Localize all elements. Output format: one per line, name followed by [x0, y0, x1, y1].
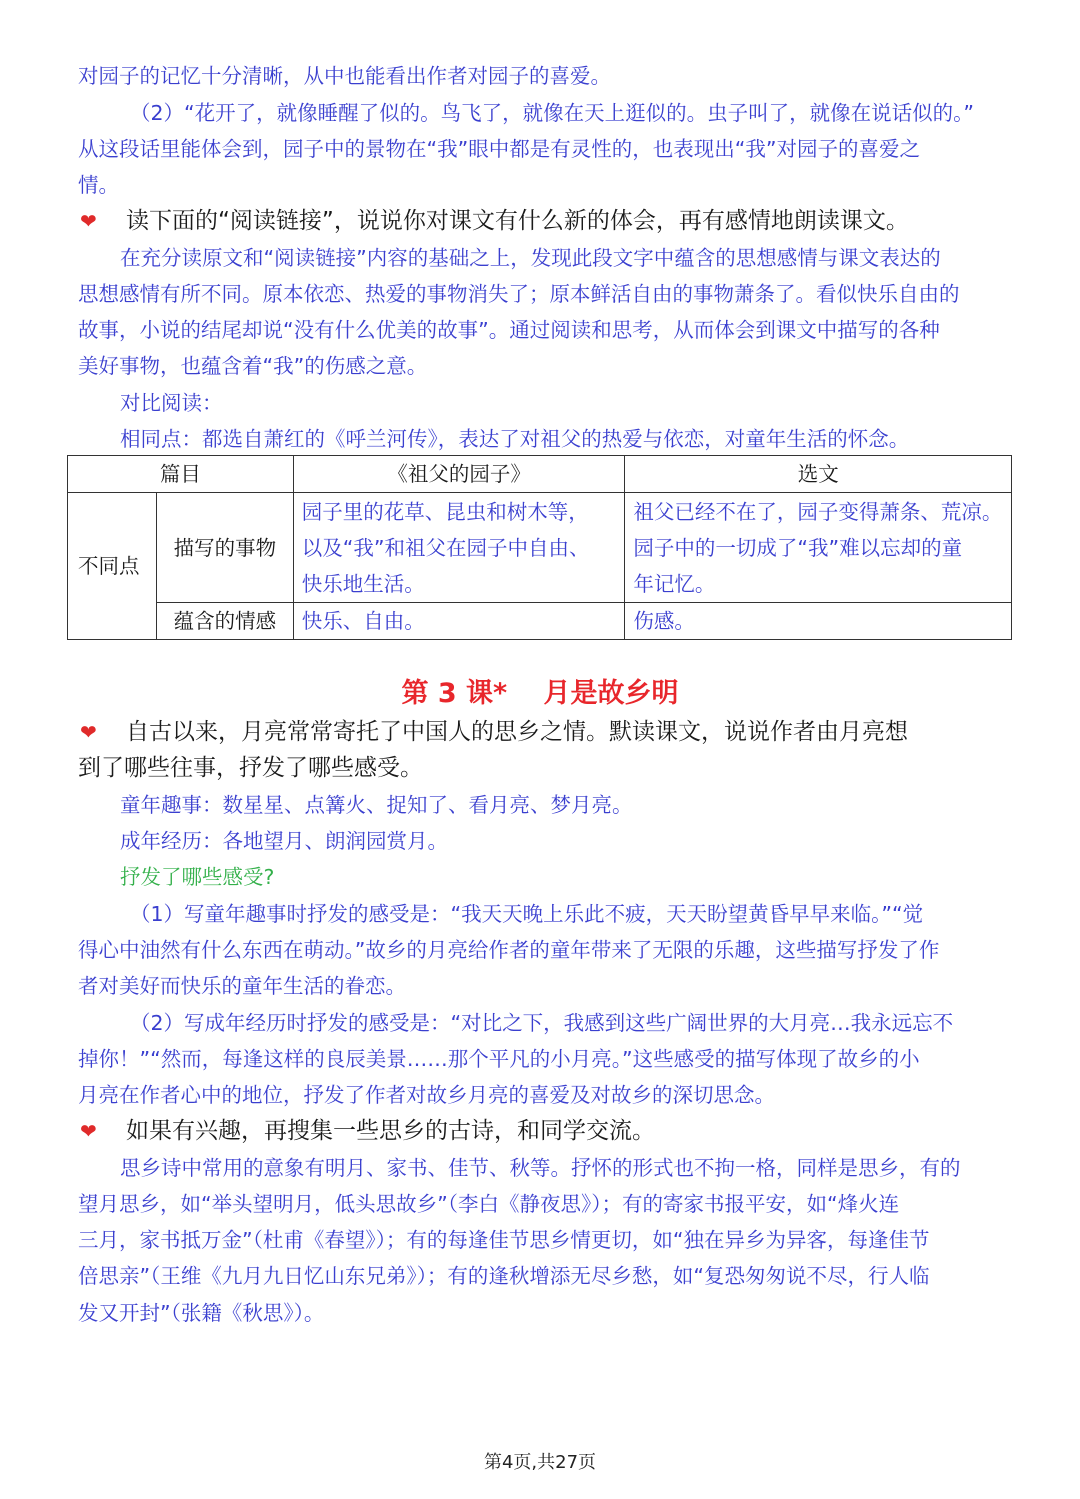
table-cell: 快乐、自由。 [293, 603, 625, 640]
table-cell: 伤感。 [625, 603, 1012, 640]
answer-line: 望月思乡，如“举头望明月，低头思故乡”（李白《静夜思》）；有的寄家书报平安，如“烽火连 [78, 1192, 900, 1216]
question-line: ❤ 如果有兴趣，再搜集一些思乡的古诗，和同学交流。 [80, 1113, 1010, 1149]
contrast-heading: 对比阅读： [120, 391, 223, 415]
answer-line: 发又开封”（张籍《秋思》）。 [78, 1301, 325, 1325]
answer-line: 掉你！”“然而，每逢这样的良辰美景……那个平凡的小月亮。”这些感受的描写体现了故乡的小 [78, 1047, 920, 1071]
answer-line: 情。 [78, 173, 119, 197]
answer-line: 对园子的记忆十分清晰，从中也能看出作者对园子的喜爱。 [78, 64, 611, 88]
comparison-table [67, 455, 1012, 640]
row-label: 描写的事物 [156, 493, 293, 603]
answer-line: 从这段话里能体会到，园子中的景物在“我”眼中都是有灵性的，也表现出“我”对园子的喜爱之 [78, 137, 920, 161]
answer-line: 成年经历：各地望月、朗润园赏月。 [120, 829, 448, 853]
answer-line: 在充分读原文和“阅读链接”内容的基础之上，发现此段文字中蕴含的思想感情与课文表达的 [120, 246, 941, 270]
header-title-col: 篇目 [68, 456, 294, 493]
table-cell: 祖父已经不在了，园子变得萧条、荒凉。 园子中的一切成了“我”难以忘却的童 年记忆。 [625, 493, 1012, 603]
header-lesson-col: 《祖父的园子》 [293, 456, 625, 493]
heart-icon: ❤ [80, 209, 97, 233]
heart-icon: ❤ [80, 1119, 97, 1143]
answer-line: 思乡诗中常用的意象有明月、家书、佳节、秋等。抒怀的形式也不拘一格，同样是思乡，有的 [120, 1156, 961, 1180]
row-label: 蕴含的情感 [156, 603, 293, 640]
answer-line: 故事，小说的结尾却说“没有什么优美的故事”。通过阅读和思考，从而体会到课文中描写的各种 [78, 318, 940, 342]
heart-icon: ❤ [80, 720, 97, 744]
answer-line: 者对美好而快乐的童年生活的眷恋。 [78, 974, 406, 998]
table-header-row [68, 456, 1012, 493]
answer-line: 得心中油然有什么东西在萌动。”故乡的月亮给作者的童年带来了无限的乐趣，这些描写抒发了作 [78, 938, 940, 962]
answer-line: 月亮在作者心中的地位，抒发了作者对故乡月亮的喜爱及对故乡的深切思念。 [78, 1083, 775, 1107]
question-line: ❤ 读下面的“阅读链接”，说说你对课文有什么新的体会，再有感情地朗读课文。 [80, 203, 1010, 239]
row-group-label: 不同点 [68, 493, 157, 640]
answer-line: 童年趣事：数星星、点篝火、捉知了、看月亮、梦月亮。 [120, 793, 633, 817]
lesson-title: 第 3 课* 月是故乡明 [401, 678, 679, 709]
header-excerpt-col: 选文 [625, 456, 1012, 493]
answer-line: 倍思亲”（王维《九月九日忆山东兄弟》）；有的逢秋增添无尽乡愁，如“复恐匆匆说不尽，行人临 [78, 1264, 930, 1288]
answer-line: 三月，家书抵万金”（杜甫《春望》）；有的每逢佳节思乡情更切，如“独在异乡为异客，每逢佳节 [78, 1228, 930, 1252]
answer-line: 美好事物，也蕴含着“我”的伤感之意。 [78, 354, 428, 378]
answer-line: （2）写成年经历时抒发的感受是：“对比之下，我感到这些广阔世界的大月亮…我永远忘不 [130, 1011, 954, 1035]
table-row [68, 603, 1012, 640]
page-number: 第4页,共27页 [483, 1452, 597, 1473]
question-line: ❤ 自古以来，月亮常常寄托了中国人的思乡之情。默读课文，说说作者由月亮想 [80, 714, 1010, 750]
answer-line: （2）“花开了，就像睡醒了似的。鸟飞了，就像在天上逛似的。虫子叫了，就像在说话似的。” [130, 101, 975, 125]
question-line: 到了哪些往事，抒发了哪些感受。 [78, 755, 423, 781]
hint-line: 抒发了哪些感受? [120, 865, 275, 889]
table-cell: 园子里的花草、昆虫和树木等， 以及“我”和祖父在园子中自由、 快乐地生活。 [293, 493, 625, 603]
table-row [68, 493, 1012, 603]
answer-line: （1）写童年趣事时抒发的感受是：“我天天晚上乐此不疲，天天盼望黄昏早早来临。”“觉 [130, 902, 924, 926]
same-point-line: 相同点：都选自萧红的《呼兰河传》，表达了对祖父的热爱与依恋，对童年生活的怀念。 [120, 427, 910, 451]
answer-line: 思想感情有所不同。原本依恋、热爱的事物消失了；原本鲜活自由的事物萧条了。看似快乐自由的 [78, 282, 960, 306]
